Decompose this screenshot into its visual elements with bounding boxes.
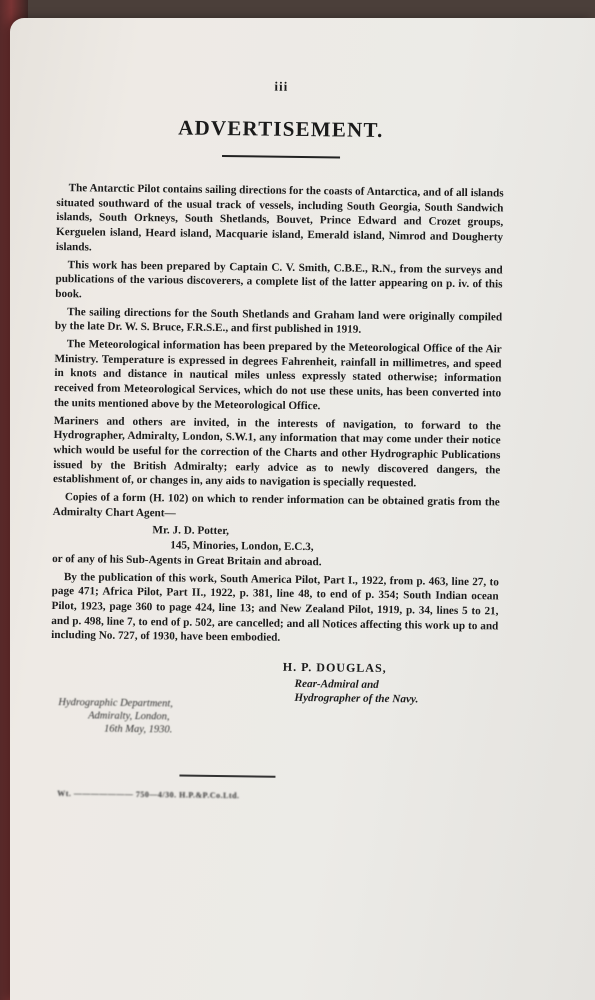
paragraph-cancellation: By the publication of this work, South America Pilot, Part I., 1922, from p. 463, line 27, to page 471; Africa Pilot, Part II., 1922, p. 381, line 48, to end of p. 354; South Indian ocean Pilot, 1923, page 360 to page 424, line 13; and New Zealand Pilot, 1919, p. 34, lines 5 to 21, and p. 498, line 7, to end of p. 502, are cancelled; and all Notices affecting this work up to and including No. 727, of 1930, have been embodied. [51,570,499,645]
paragraph-meteorological: The Meteorological information has been prepared by the Meteorological Office of the Air Ministry. Temperature is expressed in degrees Fahrenheit, rainfall in millimetres, and speed in knots and distance in nautical miles unless expressly stated otherwise; information received from Meteorological Services, which do not use these units, has been converted into the units mentioned above by the Meteorological Office. [53,338,502,413]
paragraph-copies-form: Copies of a form (H. 102) on which to render information can be obtained gratis from the Admiralty Chart Agent— [52,491,500,520]
agent-subagents: or of any of his Sub-Agents in Great Britain and abroad. [52,552,322,569]
printer-imprint: Wt. ——————— 750—4/30. H.P.&P.Co.Ltd. [57,788,240,800]
department-line-1: Hydrographic Department, [58,697,173,710]
signature-name: H. P. DOUGLAS, [282,659,387,676]
paragraph-mariners: Mariners and others are invited, in the interests of navigation, to forward to the Hydrographer, Admiralty, London, S.W.1, any information that may come under their notice which would be useful for the correction of the Charts and other Hydrographic Publications issued by the British Admiralty; early advice as to newly discovered dangers, the establishment of, or changes in, any aids to navigation is specially requested. [52,414,501,490]
page-content [49,76,505,803]
department-block [50,696,497,740]
page-title: ADVERTISEMENT. [178,115,384,142]
title-divider [222,155,340,158]
page-number: iii [274,78,289,94]
paragraph-preparation: This work has been prepared by Captain C. V. Smith, C.B.E., R.N., from the surveys and publications of the various discoverers, a complete list of the latter appearing on p. iv. of this book. [55,258,503,301]
department-line-2: Admiralty, London, [88,710,170,723]
agent-name: Mr. J. D. Potter, [152,524,230,538]
signature-title-1: Rear-Admiral and [294,678,379,692]
department-date: 16th May, 1930. [103,723,173,736]
book-page [10,18,595,1000]
paragraph-scope: The Antarctic Pilot contains sailing directions for the coasts of Antarctica, and of all islands situated southward of the usual track of vessels, including South Georgia, South Sandwich islands, South Orkneys, South Shetlands, Bouvet, Prince Edward and Crozet groups, Kerguelen island, Heard island, Macquarie island, Emerald island, Nimrod and Dougherty islands. [55,182,504,254]
paragraph-sailing-directions: The sailing directions for the South Shetlands and Graham land were originally compiled by the late Dr. W. S. Bruce, F.R.S.E., and first published in 1919. [54,305,503,337]
footer-divider [179,775,275,778]
agent-address: 145, Minories, London, E.C.3, [170,539,314,554]
signature-title-2: Hydrographer of the Navy. [294,692,419,706]
